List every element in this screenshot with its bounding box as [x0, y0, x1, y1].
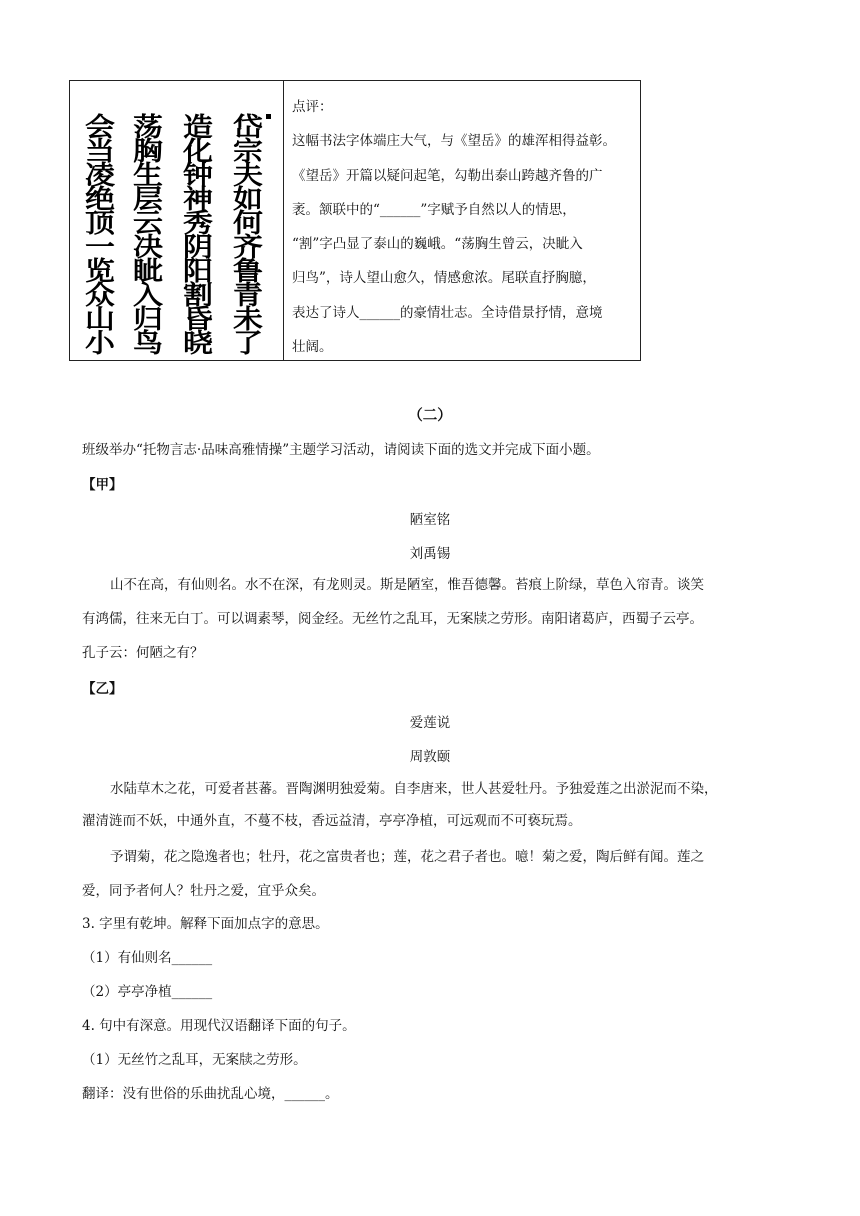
calligraphy-glyph: 绝: [85, 185, 115, 215]
review-cell: [284, 81, 640, 360]
calligraphy-glyph: 顶: [85, 209, 115, 239]
jia-body-line: [82, 641, 204, 661]
calligraphy-glyph: 归: [133, 305, 163, 335]
calligraphy-glyph: 昏: [183, 305, 213, 335]
jia-body-line: [110, 573, 704, 593]
calligraphy-glyph: 化: [183, 137, 213, 167]
question-3-item-1: （1）有仙则名______: [82, 950, 213, 966]
calligraphy-glyph: 胸: [133, 137, 163, 167]
yi-p2-line: 爱，同予者何人？牡丹之爱，宜乎众矣。: [82, 883, 325, 899]
review-line: 这幅书法字体端庄大气，与《望岳》的雄浑相得益彰。: [292, 133, 616, 150]
calligraphy-glyph: 钟: [183, 161, 213, 191]
yi-author: 周敦颐: [409, 749, 451, 765]
calligraphy-glyph: 秀: [183, 209, 213, 239]
review-line: 归鸟”，诗人望山愈久，情感愈浓。尾联直抒胸臆，: [292, 270, 596, 287]
calligraphy-glyph: 小: [85, 329, 115, 359]
calligraphy-image: [70, 81, 284, 360]
calligraphy-glyph: 神: [183, 185, 213, 215]
calligraphy-glyph: 众: [85, 281, 115, 311]
yi-title: 爱莲说: [409, 715, 451, 731]
jia-author: 刘禹锡: [409, 546, 451, 562]
calligraphy-glyph: 夫: [233, 161, 263, 191]
review-line: 壮阔。: [292, 339, 333, 356]
question-4-item-1: （1）无丝竹之乱耳，无案牍之劳形。: [82, 1052, 307, 1068]
review-line: 表达了诗人______的豪情壮志。全诗借景抒情，意境: [292, 304, 603, 321]
calligraphy-glyph: 云: [133, 209, 163, 239]
calligraphy-glyph: 晓: [183, 329, 213, 359]
calligraphy-glyph: 荡: [133, 113, 163, 143]
review-line: 《望岳》开篇以疑问起笔，勾勒出泰山跨越齐鲁的广: [292, 167, 603, 184]
calligraphy-glyph: 阳: [183, 257, 213, 287]
review-line: “割”字凸显了泰山的巍峨。“荡胸生曾云，决眦入: [292, 236, 583, 253]
calligraphy-glyph: 齐: [233, 233, 263, 263]
calligraphy-glyph: 会: [85, 113, 115, 143]
calligraphy-glyph: 青: [233, 281, 263, 311]
calligraphy-glyph: 造: [183, 113, 213, 143]
calligraphy-glyph: 决: [133, 233, 163, 263]
question-3-item-2: （2）亭亭净植______: [82, 984, 213, 1000]
calligraphy-glyph: 当: [85, 137, 115, 167]
question-4-translation: 翻译：没有世俗的乐曲扰乱心境，______。: [82, 1086, 339, 1102]
calligraphy-glyph: 山: [85, 305, 115, 335]
jia-label: 【甲】: [82, 477, 123, 493]
jia-text: 孔子云：何陋之有？: [82, 645, 204, 661]
question-3-stem: 3. 字里有乾坤。解释下面加点字的意思。: [82, 916, 329, 932]
review-table: [69, 80, 641, 361]
jia-text: 山不在高，有仙则名。水不在深，有龙则灵。斯是陋室，惟吾德馨。苔痕上阶绿，草色入帘青。谈笑: [110, 577, 704, 593]
calligraphy-glyph: 凌: [85, 161, 115, 191]
review-line: 袤。颔联中的“______”字赋予自然以人的情思，: [292, 201, 576, 218]
calligraphy-glyph: 眦: [133, 257, 163, 287]
calligraphy-glyph: 岱: [233, 113, 263, 143]
calligraphy-glyph: 割: [183, 281, 213, 311]
intro-text: 班级举办“托物言志·品味高雅情操”主题学习活动，请阅读下面的选文并完成下面小题。: [82, 442, 600, 458]
calligraphy-glyph: 未: [233, 305, 263, 335]
calligraphy-glyph: 阴: [183, 233, 213, 263]
calligraphy-glyph: 如: [233, 185, 263, 215]
yi-p1-line: 濯清涟而不妖，中通外直，不蔓不枝，香远益清，亭亭净植，可远观而不可亵玩焉。: [82, 813, 582, 829]
calligraphy-glyph: 览: [85, 257, 115, 287]
calligraphy-glyph: 鲁: [233, 257, 263, 287]
calligraphy-column-2: [180, 113, 216, 359]
jia-title: 陋室铭: [409, 512, 451, 528]
calligraphy-glyph: 层: [133, 185, 163, 215]
section-title: （二）: [408, 407, 452, 424]
calligraphy-glyph: 何: [233, 209, 263, 239]
yi-label: 【乙】: [82, 681, 123, 697]
calligraphy-column-1: [230, 113, 266, 359]
calligraphy-glyph: 了: [233, 329, 263, 359]
yi-p1-line: 水陆草木之花，可爱者甚蕃。晋陶渊明独爱菊。自李唐来，世人甚爱牡丹。予独爱莲之出淤泥而不染，: [110, 781, 718, 797]
calligraphy-column-3: [130, 113, 166, 359]
calligraphy-glyph: 入: [133, 281, 163, 311]
calligraphy-mark: [266, 114, 271, 119]
calligraphy-column-4: [82, 113, 118, 359]
calligraphy-glyph: 生: [133, 161, 163, 191]
yi-p2-line: 予谓菊，花之隐逸者也；牡丹，花之富贵者也；莲，花之君子者也。噫！菊之爱，陶后鲜有闻。莲之: [110, 849, 704, 865]
review-label: 点评：: [292, 99, 333, 115]
jia-text: 有鸿儒，往来无白丁。可以调素琴，阅金经。无丝竹之乱耳，无案牍之劳形。南阳诸葛庐，西蜀子云亭。: [82, 611, 703, 627]
calligraphy-glyph: 鸟: [133, 329, 163, 359]
jia-body-line: [82, 607, 703, 627]
calligraphy-glyph: 一: [85, 233, 115, 263]
question-4-stem: 4. 句中有深意。用现代汉语翻译下面的句子。: [82, 1018, 356, 1034]
calligraphy-glyph: 宗: [233, 137, 263, 167]
